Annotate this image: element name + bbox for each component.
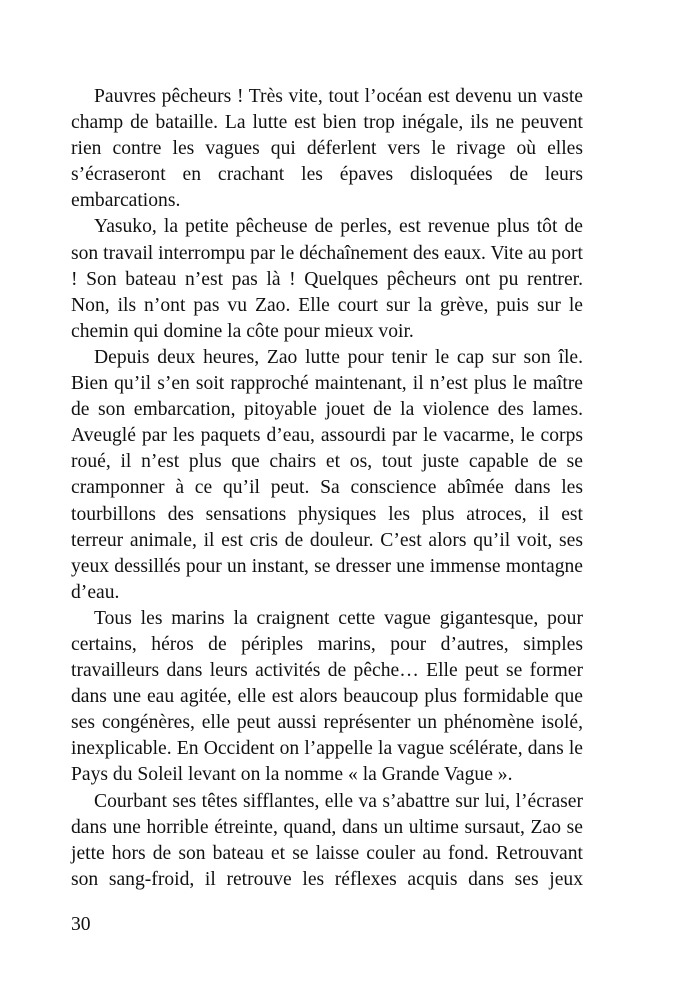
body-text (71, 84, 583, 893)
paragraph-1: Pauvres pêcheurs ! Très vite, tout l’océan est devenu un vaste champ de bataille. La lutte est bien trop inégale, ils ne peuvent rien contre les vagues qui déferlent vers le rivage où elles s’écraseront en crachant les épaves disloquées de leurs embarcations. (71, 86, 583, 212)
page-number: 30 (71, 914, 91, 935)
paragraph-5: Courbant ses têtes sifflantes, elle va s’abattre sur lui, l’écraser dans une horrible étreinte, quand, dans un ultime sursaut, Zao se jette hors de son bateau et se laisse couler au fond. Retrouvant son sang-froid, il retrouve les réflexes acquis dans ses jeux (71, 790, 583, 890)
paragraph-3: Depuis deux heures, Zao lutte pour tenir le cap sur son île. Bien qu’il s’en soit rapproché maintenant, il n’est plus le maître de son embarcation, pitoyable jouet de la violence des lames. Aveuglé par les paquets d’eau, assourdi par le vacarme, le corps roué, il n’est plus que chairs et os, tout juste capable de se cramponner à ce qu’il peut. Sa conscience abîmée dans les tourbillons des sensations physiques les plus atroces, il est terreur animale, il est cris de douleur. C’est alors qu’il voit, ses yeux dessillés pour un instant, se dresser une immense montagne d’eau. (71, 346, 583, 603)
paragraph-4: Tous les marins la craignent cette vague gigantesque, pour certains, héros de périples marins, pour d’autres, simples travailleurs dans leurs activités de pêche… Elle peut se former dans une eau agitée, elle est alors beaucoup plus formidable que ses congénères, elle peut aussi représenter un phénomène isolé, inexplicable. En Occident on l’appelle la vague scélérate, dans le Pays du Soleil levant on la nomme « la Grande Vague ». (71, 607, 583, 786)
paragraph-2: Yasuko, la petite pêcheuse de perles, est revenue plus tôt de son travail interrompu par le déchaînement des eaux. Vite au port ! Son bateau n’est pas là ! Quelques pêcheurs ont pu rentrer. Non, ils n’ont pas vu Zao. Elle court sur la grève, puis sur le chemin qui domine la côte pour mieux voir. (71, 216, 583, 342)
